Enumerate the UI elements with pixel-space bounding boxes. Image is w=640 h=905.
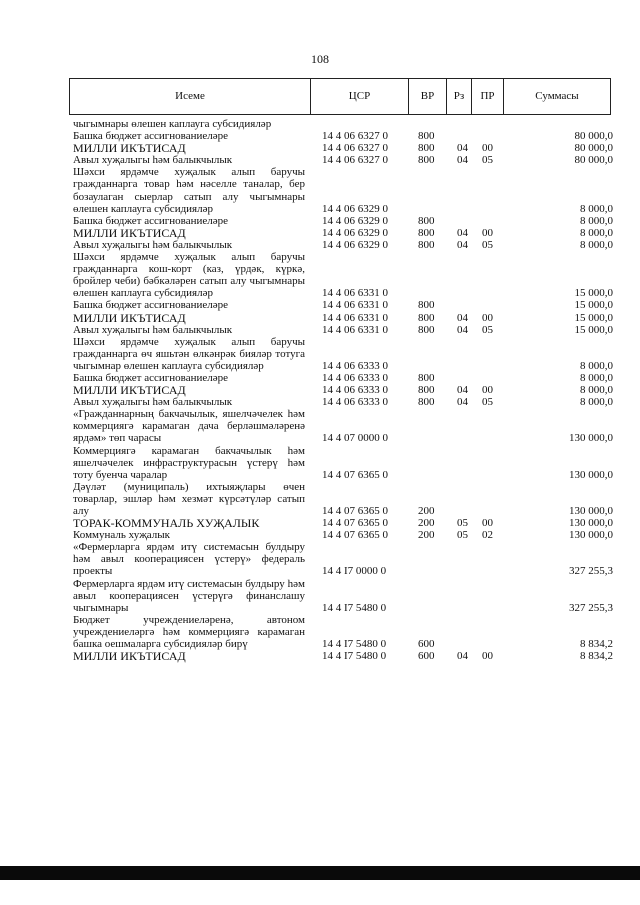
row-pr: 00 [482,517,493,530]
row-csr: 14 4 07 6365 0 [322,517,388,530]
row-sum: 8 000,0 [580,371,613,384]
row-sum: 80 000,0 [574,130,613,143]
row-sum: 8 000,0 [580,359,613,372]
row-name: Башка бюджет ассигнованиеләре [73,214,228,227]
row-rz: 04 [457,650,468,663]
table-row [73,529,613,541]
row-sum: 15 000,0 [574,323,613,336]
table-row [73,142,613,154]
row-sum: 130 000,0 [569,505,613,517]
row-name: Коммерциягә карамаган бакчачылык һәм яшелчәчелек инфраструктурасын үстерү һәм тоту буенча чаралар [73,444,305,481]
table-row [73,517,613,529]
row-vr: 800 [418,396,435,409]
row-name: Бюджет учреждениеләренә, автоном учреждениеләргә һәм коммерциягә карамаган башка оешмаларга субсидияләр бирү [73,613,305,651]
row-csr: 14 4 I7 5480 0 [322,638,387,651]
table-row [73,445,613,481]
row-rz: 05 [457,517,468,530]
table-row [73,384,613,396]
table-row [73,299,613,311]
row-sum: 327 255,3 [569,565,613,578]
row-rz: 05 [457,529,468,542]
table-row [73,481,613,517]
row-vr: 800 [418,311,435,324]
row-sum: 130 000,0 [569,517,613,530]
row-vr: 200 [418,517,435,530]
row-name: ТОРАК-КОММУНАЛЬ ХУҖАЛЫК [73,516,260,531]
row-sum: 8 000,0 [580,396,613,409]
row-rz: 04 [457,323,468,336]
row-sum: 8 834,2 [580,638,613,651]
row-name: Авыл хуҗалыгы һәм балыкчылык [73,238,233,251]
row-csr: 14 4 06 6329 0 [322,226,388,239]
row-rz: 04 [457,226,468,239]
table-row [73,336,613,372]
row-sum: 15 000,0 [574,311,613,324]
row-pr: 05 [482,323,493,336]
row-name: Башка бюджет ассигнованиеләре [73,130,228,143]
row-vr: 800 [418,299,435,312]
header-name: Исеме [70,79,311,114]
row-csr: 14 4 06 6329 0 [322,214,388,227]
row-vr: 600 [418,638,435,651]
row-vr: 800 [418,226,435,239]
row-pr: 05 [482,238,493,251]
row-name: Авыл хуҗалыгы һәм балыкчылык [73,154,233,167]
row-csr: 14 4 06 6327 0 [322,154,388,167]
row-name: Авыл хуҗалыгы һәм балыкчылык [73,323,233,336]
table-row [73,251,613,299]
row-name: МИЛЛИ ИКЪТИСАД [73,225,186,240]
row-pr: 05 [482,396,493,409]
row-name: МИЛЛИ ИКЪТИСАД [73,383,186,398]
row-sum: 8 000,0 [580,202,613,215]
row-vr: 200 [418,505,435,517]
row-csr: 14 4 I7 5480 0 [322,650,387,663]
row-name: Шәхси ярдәмче хуҗалык алып баручы гражданнарга өч яшьтән өлкәнрәк бияләр тотуга чыгымнар өлешен каплауга субсидияләр [73,335,305,372]
header-rz: Рз [447,79,472,114]
row-vr: 800 [418,142,435,155]
row-csr: 14 4 07 6365 0 [322,529,388,542]
row-sum: 8 834,2 [580,650,613,663]
row-vr: 800 [418,371,435,384]
header-pr: ПР [472,79,504,114]
table-row [73,118,613,130]
row-csr: 14 4 07 6365 0 [322,505,388,517]
row-name: Авыл хуҗалыгы һәм балыкчылык [73,396,233,409]
row-name: «Фермерларга ярдәм итү системасын булдыру һәм авыл кооперациясен үстерү» федераль проекты [73,541,305,578]
scan-edge-band [0,866,640,880]
row-csr: 14 4 06 6329 0 [322,238,388,251]
row-pr: 00 [482,226,493,239]
row-vr: 800 [418,154,435,167]
table-row [73,239,613,251]
row-csr: 14 4 06 6327 0 [322,142,388,155]
row-name: Фермерларга ярдәм итү системасын булдыру һәм авыл кооперациясен үстерүгә финанслашу чыгымнары [73,577,305,614]
row-name: Дәүләт (муниципаль) ихтыяҗлары өчен товарлар, эшләр һәм хезмәт күрсәтүләр сатып алу [73,480,305,517]
row-csr: 14 4 07 6365 0 [322,468,388,481]
row-vr: 800 [418,214,435,227]
row-rz: 04 [457,154,468,167]
row-csr: 14 4 06 6333 0 [322,371,388,384]
row-csr: 14 4 06 6333 0 [322,396,388,409]
row-vr: 600 [418,650,435,663]
row-rz: 04 [457,311,468,324]
row-sum: 8 000,0 [580,384,613,397]
row-rz: 04 [457,142,468,155]
row-name: Коммуналь хуҗалык [73,529,171,542]
row-sum: 80 000,0 [574,154,613,167]
row-name: Шәхси ярдәмче хуҗалык алып баручы гражданнарга товар һәм нәселле таналар, бер бозаулаган сыерлар сатып алу чыгымнары өлешен каплауга субсидияләр [73,166,305,215]
row-pr: 00 [482,384,493,397]
row-csr: 14 4 06 6333 0 [322,359,388,372]
table-header [69,78,611,115]
header-sum: Суммасы [535,90,579,102]
row-name: Башка бюджет ассигнованиеләре [73,371,228,384]
row-sum: 130 000,0 [569,432,613,445]
page-number: 108 [311,52,329,66]
table-row [73,408,613,444]
row-csr: 14 4 06 6331 0 [322,323,388,336]
row-pr: 00 [482,311,493,324]
row-sum: 8 000,0 [580,214,613,227]
row-name: Башка бюджет ассигнованиеләре [73,299,228,312]
row-name: МИЛЛИ ИКЪТИСАД [73,141,186,156]
row-vr: 800 [418,130,435,143]
table-row [73,166,613,214]
row-rz: 04 [457,238,468,251]
row-csr: 14 4 06 6327 0 [322,130,388,143]
row-csr: 14 4 06 6331 0 [322,299,388,312]
row-sum: 15 000,0 [574,299,613,312]
row-csr: 14 4 06 6331 0 [322,311,388,324]
row-pr: 02 [482,529,493,542]
row-sum: 327 255,3 [569,601,613,614]
row-csr: 14 4 07 0000 0 [322,432,388,445]
row-rz: 04 [457,384,468,397]
row-csr: 14 4 I7 5480 0 [322,601,387,614]
row-name: чыгымнары өлешен каплауга субсидияләр [73,118,272,130]
row-name: Шәхси ярдәмче хуҗалык алып баручы гражданнарга кош-корт (каз, үрдәк, күркә, бройлер чеби) бәбкәләрен сатып алу чыгымнары өлешен каплауга субсидияләр [73,251,305,300]
table-row [73,324,613,336]
table-row [73,578,613,614]
table-row [73,312,613,324]
row-pr: 00 [482,142,493,155]
table-row [73,227,613,239]
row-name: МИЛЛИ ИКЪТИСАД [73,649,186,664]
row-csr: 14 4 06 6329 0 [322,202,388,215]
row-vr: 800 [418,323,435,336]
row-vr: 800 [418,384,435,397]
row-csr: 14 4 I7 0000 0 [322,565,387,578]
row-pr: 05 [482,154,493,167]
row-name: МИЛЛИ ИКЪТИСАД [73,310,186,325]
row-csr: 14 4 06 6333 0 [322,384,388,397]
row-csr: 14 4 06 6331 0 [322,287,388,300]
row-sum: 80 000,0 [574,142,613,155]
row-sum: 8 000,0 [580,238,613,251]
row-pr: 00 [482,650,493,663]
row-rz: 04 [457,396,468,409]
table-row [73,650,613,662]
row-sum: 130 000,0 [569,468,613,481]
row-sum: 15 000,0 [574,287,613,300]
row-sum: 130 000,0 [569,529,613,542]
table-row [73,154,613,166]
table-row [73,614,613,650]
header-vr: ВР [409,79,447,114]
row-vr: 200 [418,529,435,542]
row-name: «Гражданнарның бакчачылык, яшелчәчелек һәм коммерциягә карамаган дача берләшмәләренә ярдәм» төп чарасы [73,408,305,445]
table-row [73,541,613,577]
table-row [73,396,613,408]
budget-table-body [73,118,613,662]
row-sum: 8 000,0 [580,226,613,239]
header-csr: ЦСР [311,79,409,114]
row-vr: 800 [418,238,435,251]
